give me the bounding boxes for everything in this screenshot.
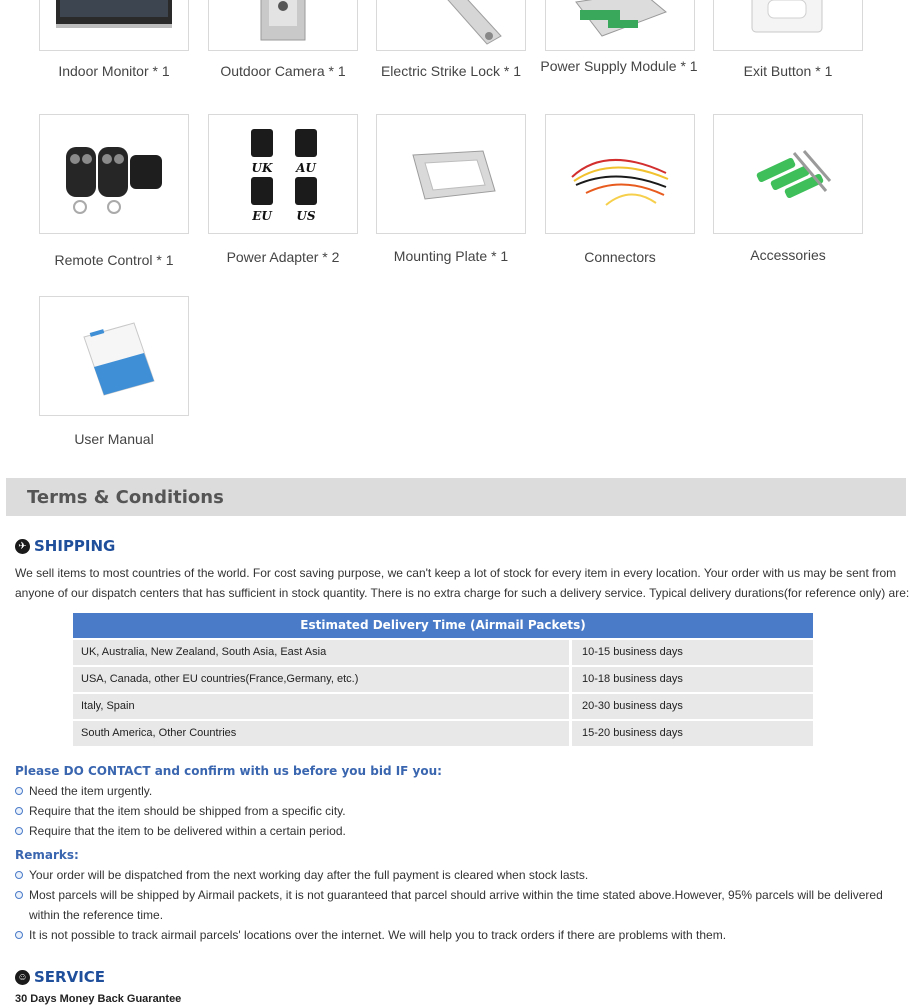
remote-control-icon — [40, 115, 188, 233]
bullet-circle-icon — [15, 787, 23, 795]
item-caption: Remote Control * 1 — [54, 252, 174, 268]
bullet-circle-icon — [15, 871, 23, 879]
adapter-label-us: US — [296, 209, 316, 223]
bullet-circle-icon — [15, 807, 23, 815]
item-tile-indoor-monitor — [39, 0, 189, 51]
connectors-icon — [546, 115, 694, 233]
item-caption: Exit Button * 1 — [743, 63, 833, 79]
table-row: Italy, Spain 20-30 business days — [73, 694, 813, 719]
airplane-icon: ✈ — [15, 539, 30, 554]
item-tile-mounting-plate — [376, 114, 526, 234]
accessories-icon — [714, 115, 862, 233]
headset-icon: ☺ — [15, 970, 30, 985]
shipping-intro: We sell items to most countries of the world. For cost saving purpose, we can't keep a lot of stock for every item in every location. Your order with us may be sent from anyone of our dispatch centers that has sufficient in stock quantity. There is no extra charge for such a delivery service. Typical delivery durations(for reference only) are: — [15, 566, 910, 600]
service-heading: ☺ SERVICE — [15, 968, 105, 986]
indoor-monitor-icon — [40, 0, 188, 50]
table-header: Estimated Delivery Time (Airmail Packets) — [73, 613, 813, 638]
item-caption: Outdoor Camera * 1 — [220, 63, 346, 79]
table-row: South America, Other Countries 15-20 business days — [73, 721, 813, 746]
outdoor-camera-icon — [209, 0, 357, 50]
item-tile-power-adapter — [208, 114, 358, 234]
service-first-line: 30 Days Money Back Guarantee — [15, 993, 182, 1005]
item-tile-connectors — [545, 114, 695, 234]
adapter-label-uk: UK — [251, 161, 273, 175]
item-tile-remote-control — [39, 114, 189, 234]
item-caption: Connectors — [584, 249, 656, 265]
bullet-circle-icon — [15, 827, 23, 835]
item-caption: Power Adapter * 2 — [226, 249, 340, 265]
bullet-circle-icon — [15, 891, 23, 899]
item-tile-power-supply — [545, 0, 695, 51]
contact-heading: Please DO CONTACT and confirm with us before you bid IF you: — [15, 764, 442, 778]
remarks-heading: Remarks: — [15, 848, 79, 862]
exit-button-icon — [714, 0, 862, 50]
item-tile-accessories — [713, 114, 863, 234]
bullet-circle-icon — [15, 931, 23, 939]
adapter-label-eu: EU — [252, 209, 272, 223]
table-row: UK, Australia, New Zealand, South Asia, East Asia 10-15 business days — [73, 640, 813, 665]
power-adapter-icon — [209, 115, 357, 233]
mounting-plate-icon — [377, 115, 525, 233]
item-caption: Indoor Monitor * 1 — [58, 63, 170, 79]
item-caption: Electric Strike Lock * 1 — [380, 63, 522, 79]
item-tile-user-manual — [39, 296, 189, 416]
power-supply-icon — [546, 0, 694, 50]
item-caption: Accessories — [750, 247, 826, 263]
terms-title: Terms & Conditions — [27, 487, 224, 508]
item-caption: User Manual — [74, 431, 154, 447]
terms-bar — [6, 478, 906, 516]
item-tile-strike-lock — [376, 0, 526, 51]
shipping-heading: ✈ SHIPPING — [15, 537, 115, 555]
adapter-label-au: AU — [296, 161, 316, 175]
item-tile-exit-button — [713, 0, 863, 51]
item-caption: Power Supply Module * 1 — [540, 58, 698, 74]
delivery-time-table — [73, 613, 813, 746]
table-row: USA, Canada, other EU countries(France,Germany, etc.) 10-18 business days — [73, 667, 813, 692]
item-tile-outdoor-camera — [208, 0, 358, 51]
strike-lock-icon — [377, 0, 525, 50]
user-manual-icon — [40, 297, 188, 415]
item-caption: Mounting Plate * 1 — [393, 248, 509, 264]
